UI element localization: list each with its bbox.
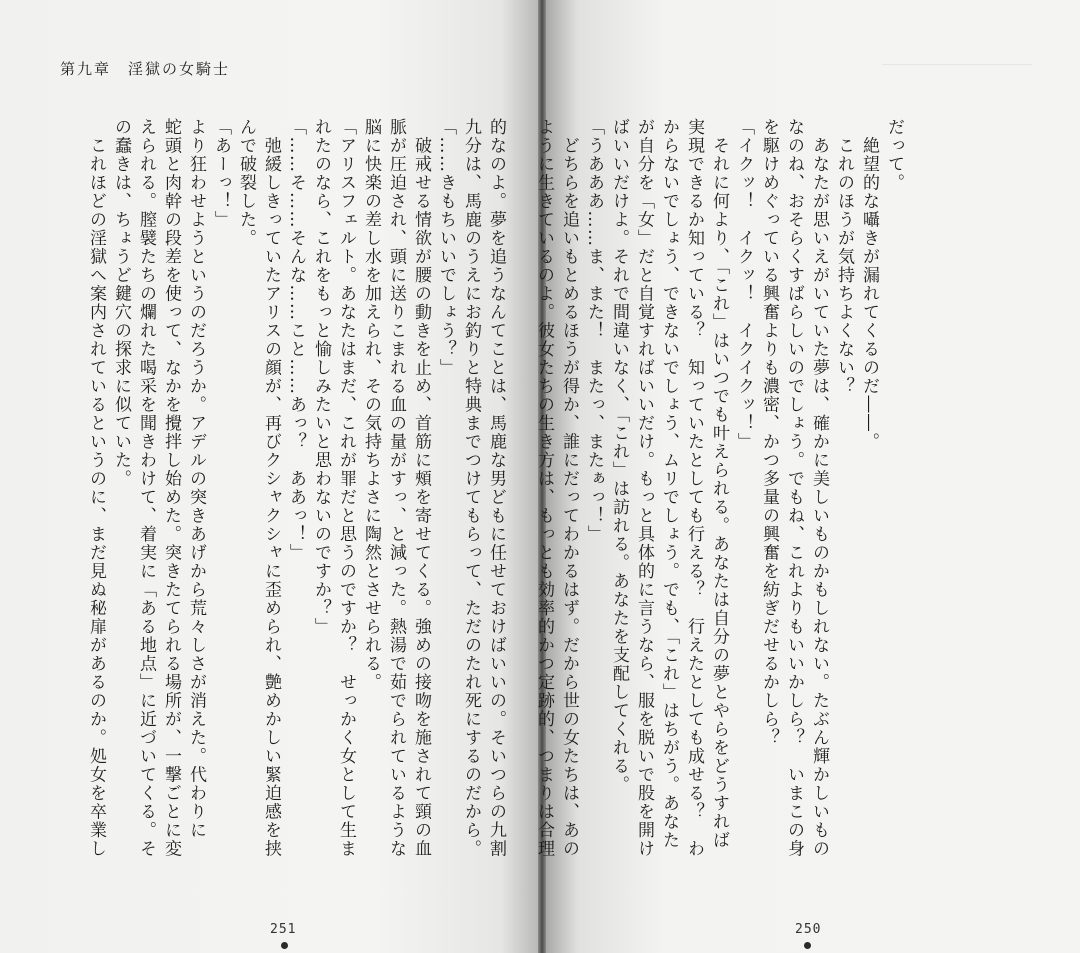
text-line: 実現できるか知っている？ 知っていたとしても行える？ 行えたとしても成せる？ わ: [684, 118, 704, 858]
right-page-body: [534, 118, 906, 858]
show-through-rule: [882, 64, 1032, 77]
text-line: が自分を「女」だと自覚すればいいだけ。もっと具体的に言うなら、服を脱いで股を開け: [634, 118, 654, 858]
text-line: どちらを追いもとめるほうが得か、誰にだってわかるはず。だから世の女たちは、あの: [559, 118, 579, 858]
page-number-right: 250: [795, 922, 822, 937]
page-number-left: 251: [270, 922, 297, 937]
text-line: より狂わせようというのだろうか。アデルの突きあげから荒々しさが消えた。代わりに: [186, 118, 206, 840]
folio-dot-icon: [281, 942, 288, 949]
text-line: 蛇頭と肉幹の段差を使って、なかを攪拌し始めた。突きたてられる場所が、一撃ごとに変: [161, 118, 181, 858]
folio-dot-icon: [804, 942, 811, 949]
text-line: の蠢きは、ちょうど鍵穴の探求に似ていた。: [111, 118, 131, 488]
text-line: なのね、おそらくすばらしいのでしょう。でもね、これよりもいいかしら？ いまこの身: [784, 118, 804, 858]
text-line: これほどの淫獄へ案内されているというのに、まだ見ぬ秘扉があるのか。処女を卒業し: [86, 118, 106, 858]
text-line: 破戒せる情欲が腰の動きを止め、首筋に頰を寄せてくる。強めの接吻を施されて頸の血: [411, 118, 431, 858]
text-line: 九分は、馬鹿のうえにお釣りと特典までつけてもらって、ただのたれ死にするのだから。: [461, 118, 481, 858]
text-line: 弛緩しきっていたアリスの顔が、再びクシャクシャに歪められ、艶めかしい緊迫感を挟: [261, 118, 281, 858]
text-line: これのほうが気持ちよくない？: [834, 118, 854, 396]
text-line: れたのなら、これをもっと愉しみたいと思わないのですか？」: [311, 118, 331, 636]
text-line: を駆けめぐっている興奮よりも濃密、かつ多量の興奮を紡ぎだせるかしら？: [759, 118, 779, 747]
text-line: 「あーっ！」: [211, 118, 231, 229]
text-line: 的なのよ。夢を追うなんてことは、馬鹿な男どもに任せておけばいいの。そいつらの九割: [486, 118, 506, 858]
text-line: 「……そ……そんな……こと……あっ？ ああっ！」: [286, 118, 306, 562]
text-line: えられる。膣襞たちの爛れた喝采を聞きわけて、着実に「ある地点」に近づいてくる。そ: [136, 118, 156, 858]
left-page-body: [56, 118, 508, 858]
text-line: ばいいだけよ。それで間違いなく、「これ」は訪れる。あなたを支配してくれる。: [609, 118, 629, 794]
text-line: 「アリスフェルト。あなたはまだ、これが罪だと思うのですか？ せっかく女として生ま: [336, 118, 356, 858]
text-line: ように生きているのよ。彼女たちの生き方は、もっとも効率的かつ定跡的、つまりは合理: [534, 118, 554, 858]
running-head: 第九章 淫獄の女騎士: [60, 60, 231, 78]
text-line: 脈が圧迫され、頭に送りこまれる血の量がすっ、と減った。熱湯で茹でられているような: [386, 118, 406, 858]
text-line: それに何より、「これ」はいつでも叶えられる。あなたは自分の夢とやらをどうすれば: [709, 118, 729, 850]
left-page: [0, 0, 538, 953]
text-line: んで破裂した。: [236, 118, 256, 248]
text-line: だって。: [884, 118, 904, 192]
text-line: 絶望的な囁きが漏れてくるのだ――。: [859, 118, 879, 451]
text-line: あなたが思いえがいていた夢は、確かに美しいものかもしれない。たぶん輝かしいもの: [809, 118, 829, 858]
text-line: 脳に快楽の差し水を加えられ、その気持ちよさに陶然とさせられる。: [361, 118, 381, 692]
text-line: からないでしょう、できないでしょう、ムリでしょう。でも、「これ」はちがう。あなた: [659, 118, 679, 850]
text-line: 「うあああ……ま、また！ またっ、またぁっ！」: [584, 118, 604, 544]
text-line: 「……きもちいいでしょう？」: [436, 118, 456, 377]
text-line: 「イクッ！ イクッ！ イクイクッ！」: [734, 118, 754, 451]
